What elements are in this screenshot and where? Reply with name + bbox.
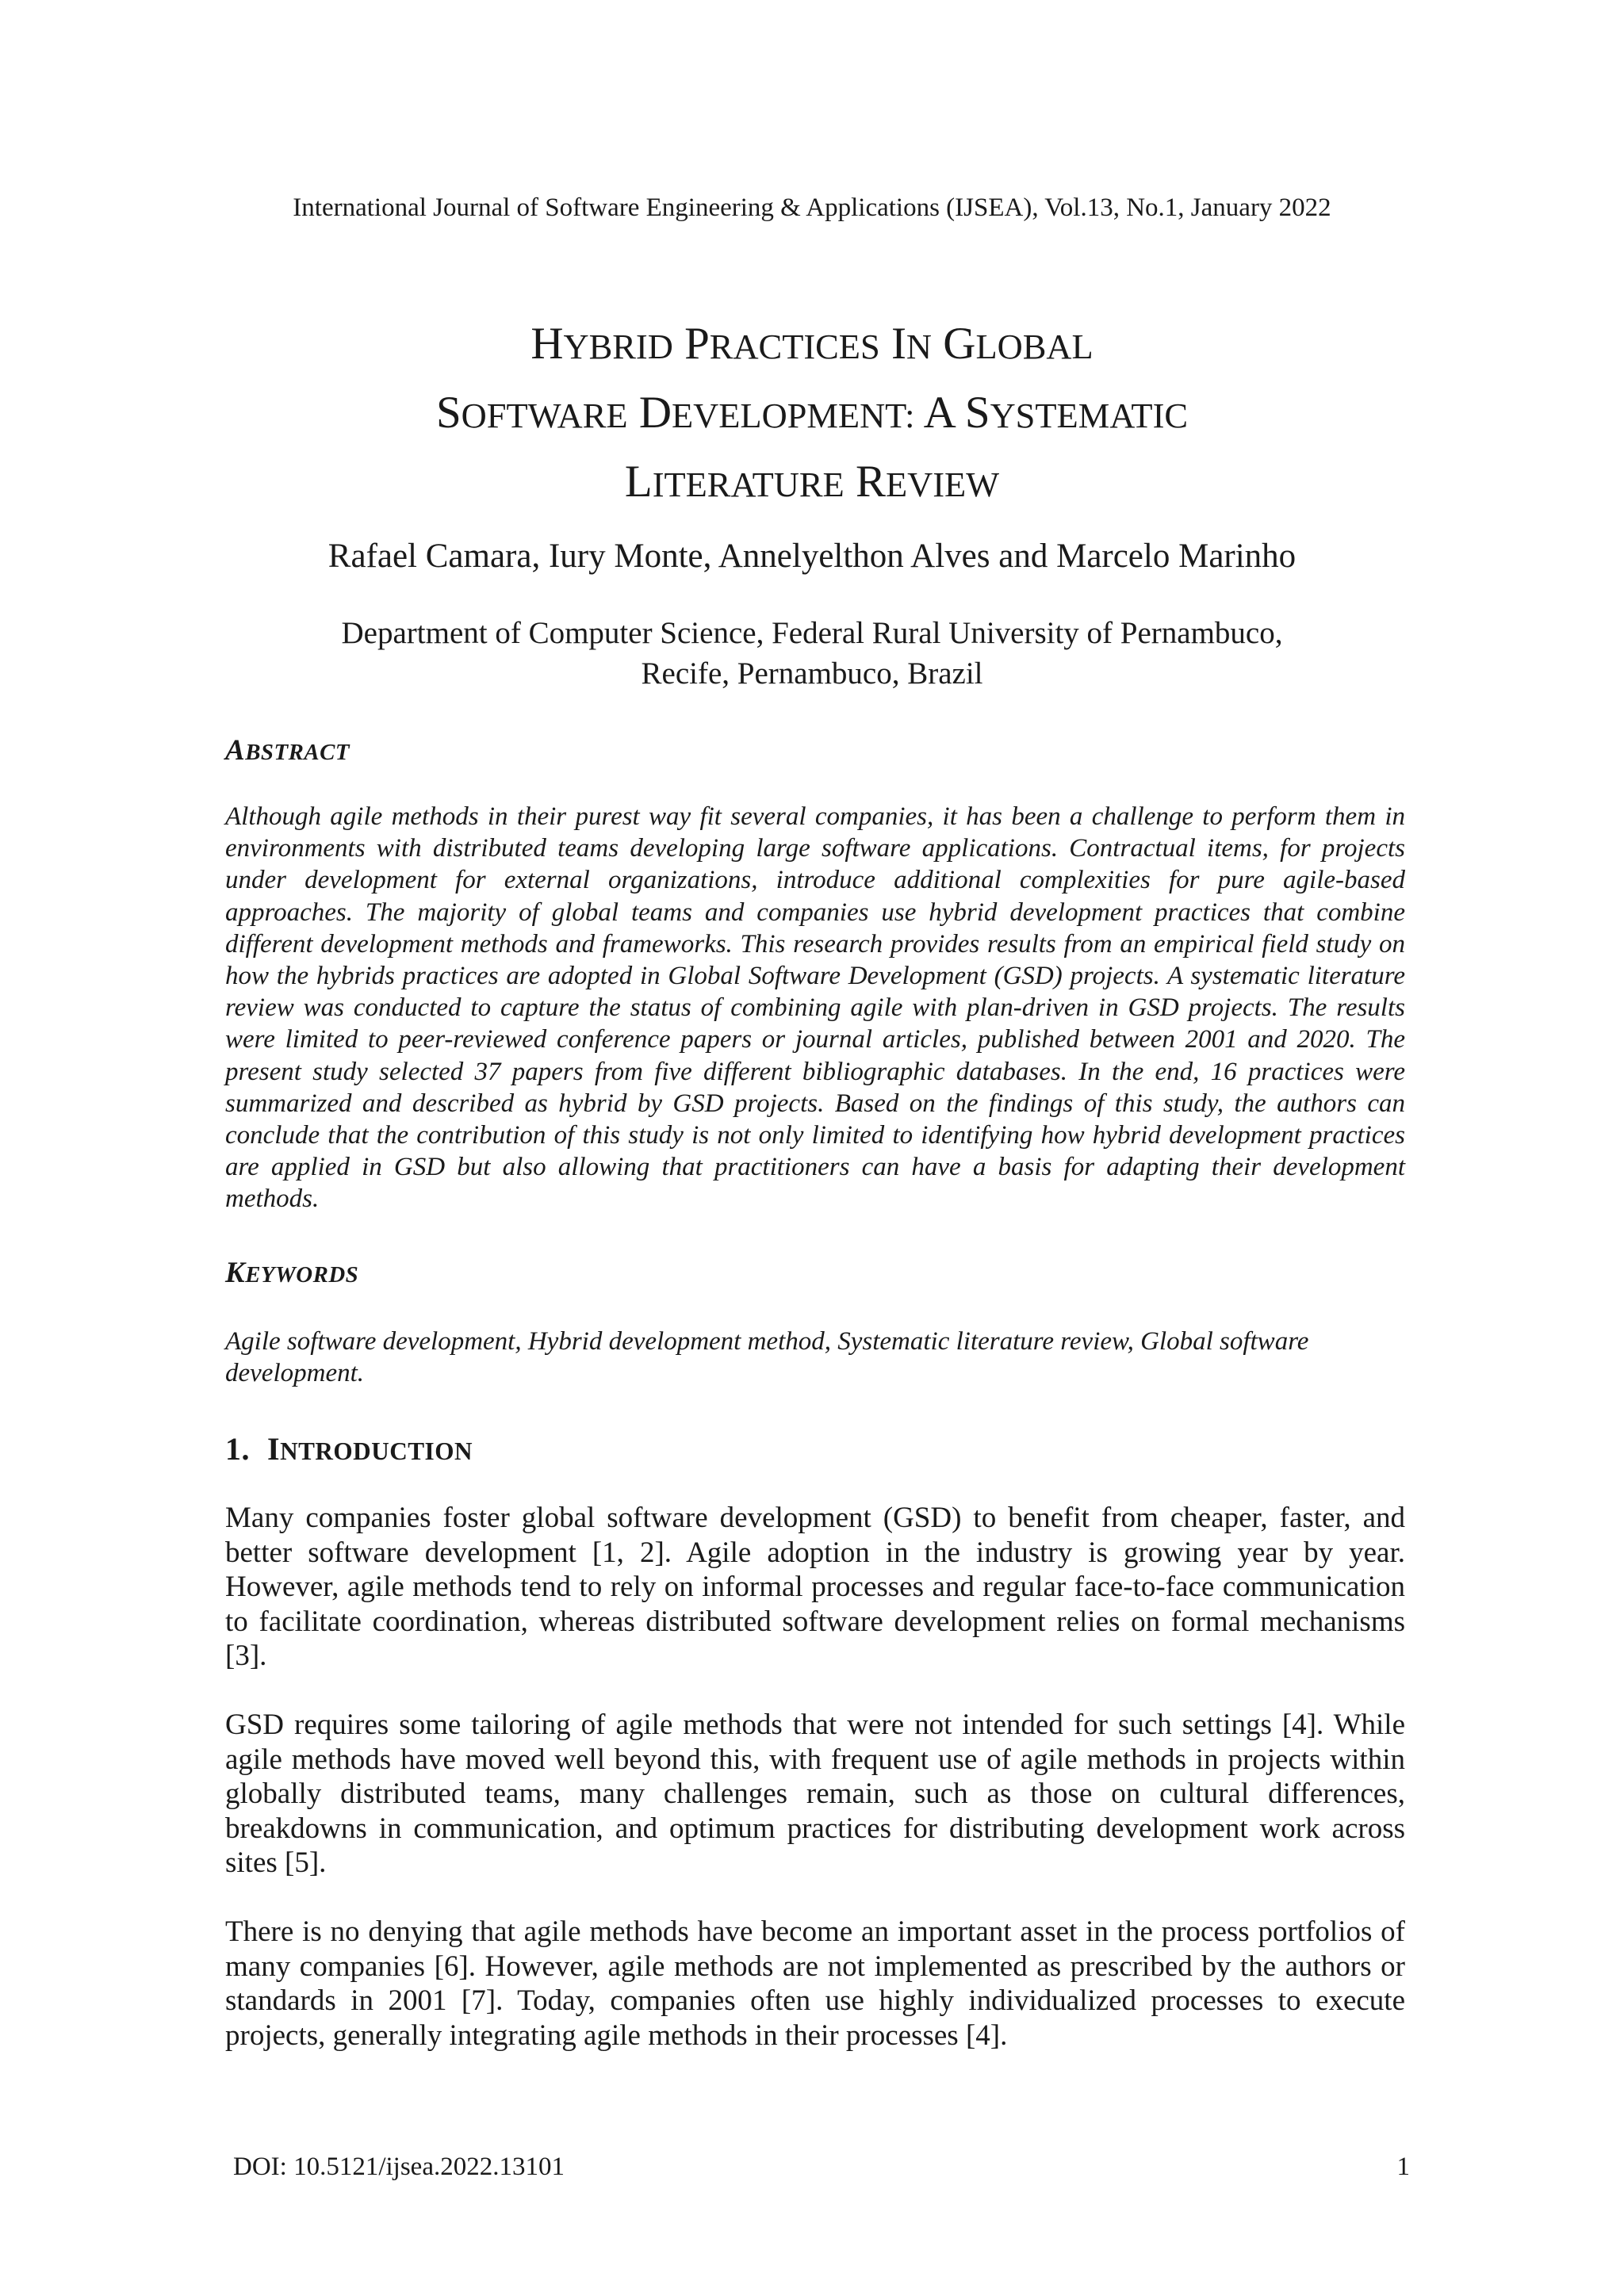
title-line-1: HYBRID PRACTICES IN GLOBAL: [530, 319, 1094, 369]
intro-paragraph-3: There is no denying that agile methods have become an important asset in the process portfolios of many companies [6]. However, agile methods are not implemented as prescribed by the authors or standards in 2001 [7]. Today, companies often use highly individualized processes to execute projects, generally integrating agile methods in their processes [4].: [225, 1915, 1405, 2052]
intro-paragraph-2: GSD requires some tailoring of agile methods that were not intended for such settings [4]. While agile methods have moved well beyond this, with frequent use of agile methods in projects within globally distributed teams, many challenges remain, such as those on cultural differences, breakdowns in communication, and optimum practices for distributing development work across sites [5].: [225, 1709, 1405, 1879]
affiliation: [0, 613, 1624, 694]
intro-paragraph-1: Many companies foster global software development (GSD) to benefit from cheaper, faster, and better software development [1, 2]. Agile adoption in the industry is growing year by year. However, agile methods tend to rely on informal processes and regular face-to-face communication to facilitate coordination, whereas distributed software development relies on formal mechanisms [3].: [225, 1502, 1405, 1672]
section-number: 1.: [225, 1431, 250, 1467]
introduction-heading: [225, 1430, 1405, 1468]
section-title: INTRODUCTION: [267, 1431, 473, 1467]
running-head: International Journal of Software Engineering & Applications (IJSEA), Vol.13, No.1, January 2022: [293, 193, 1331, 222]
keywords-text: Agile software development, Hybrid development method, Systematic literature review, Global software development.: [225, 1327, 1309, 1387]
paper-title: [0, 311, 1624, 518]
title-line-2: SOFTWARE DEVELOPMENT: A SYSTEMATIC: [435, 388, 1189, 438]
author-list: Rafael Camara, Iury Monte, Annelyelthon Alves and Marcelo Marinho: [327, 538, 1297, 575]
page-number: 1: [1396, 2152, 1410, 2181]
affiliation-line-1: Department of Computer Science, Federal Rural University of Pernambuco,: [341, 616, 1283, 650]
title-line-3: LITERATURE REVIEW: [624, 457, 1000, 507]
affiliation-line-2: Recife, Pernambuco, Brazil: [641, 656, 983, 691]
keywords-heading: KEYWORDS: [225, 1257, 359, 1289]
introduction-body: [225, 1501, 1405, 2087]
abstract-heading: ABSTRACT: [225, 734, 350, 767]
abstract-text: Although agile methods in their purest way fit several companies, it has been a challenge to perform them in environments with distributed teams developing large software applications. Contractual items, for projects under development for external organizations, introduce additional complexities for pure agile-based approaches. The majority of global teams and companies use hybrid development practices that combine different development methods and frameworks. This research provides results from an empirical field study on how the hybrids practices are adopted in Global Software Development (GSD) projects. A systematic literature review was conducted to capture the status of combining agile with plan-driven in GSD projects. The results were limited to peer-reviewed conference papers or journal articles, published between 2001 and 2020. The present study selected 37 papers from five different bibliographic databases. In the end, 16 practices were summarized and described as hybrid by GSD projects. Based on the findings of this study, the authors can conclude that the contribution of this study is not only limited to identifying how hybrid development practices are applied in GSD but also allowing that practitioners can have a basis for adapting their development methods.: [225, 802, 1405, 1214]
doi-link[interactable]: DOI: 10.5121/ijsea.2022.13101: [233, 2152, 565, 2181]
